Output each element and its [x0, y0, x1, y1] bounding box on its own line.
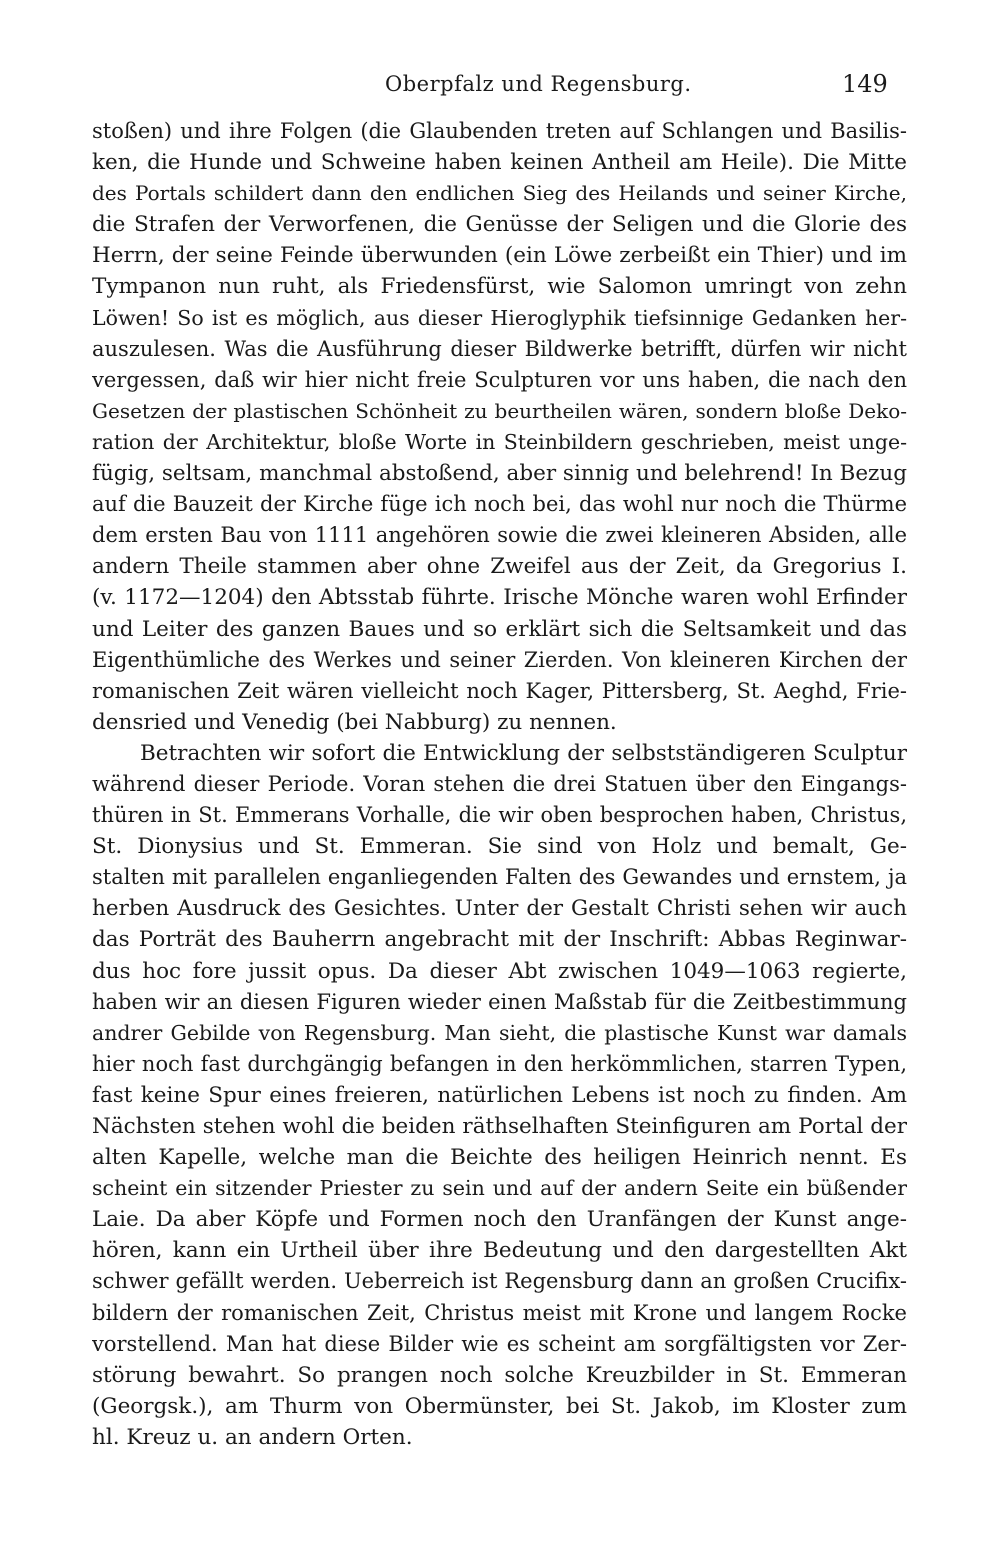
- text-line: romanischen Zeit wären vielleicht noch Kager, Pittersberg, St. Aeghd, Frie-: [92, 678, 907, 703]
- text-line: alten Kapelle, welche man die Beichte des heiligen Heinrich nennt. Es: [92, 1145, 907, 1171]
- text-line: vergessen, daß wir hier nicht freie Sculpturen vor uns haben, die nach den: [92, 367, 907, 392]
- text-line: auszulesen. Was die Ausführung dieser Bildwerke betrifft, dürfen wir nicht: [92, 336, 907, 361]
- text-line: scheint ein sitzender Priester zu sein und auf der andern Seite ein büßender: [92, 1176, 907, 1201]
- text-line: vorstellend. Man hat diese Bilder wie es scheint am sorgfältigsten vor Zer-: [92, 1331, 907, 1356]
- text-line: andrer Gebilde von Regensburg. Man sieht, die plastische Kunst war damals: [92, 1020, 907, 1045]
- text-line: stalten mit parallelen enganliegenden Falten des Gewandes und ernstem, ja: [92, 865, 907, 890]
- text-line: St. Dionysius und St. Emmeran. Sie sind von Holz und bemalt, Ge-: [92, 834, 907, 860]
- text-line: Eigenthümliche des Werkes und seiner Zierden. Von kleineren Kirchen der: [92, 647, 907, 672]
- running-title: Oberpfalz und Regensburg.: [385, 72, 692, 96]
- text-line: haben wir an diesen Figuren wieder einen Maßstab für die Zeitbestimmung: [92, 989, 907, 1014]
- text-line: herben Ausdruck des Gesichtes. Unter der Gestalt Christi sehen wir auch: [92, 896, 907, 922]
- text-line: fast keine Spur eines freieren, natürlichen Lebens ist noch zu finden. Am: [92, 1082, 907, 1108]
- text-line: bildern der romanischen Zeit, Christus meist mit Krone und langem Rocke: [92, 1300, 907, 1325]
- text-line: ken, die Hunde und Schweine haben keinen Antheil am Heile). Die Mitte: [92, 150, 907, 176]
- text-line: Laie. Da aber Köpfe und Formen noch den Uranfängen der Kunst ange-: [92, 1207, 907, 1233]
- text-line: stoßen) und ihre Folgen (die Glaubenden treten auf Schlangen und Basilis-: [92, 119, 907, 143]
- text-line: Nächsten stehen wohl die beiden räthselhaften Steinfiguren am Portal der: [92, 1114, 907, 1139]
- text-line: hier noch fast durchgängig befangen in den herkömmlichen, starren Typen,: [92, 1051, 907, 1076]
- text-line: andern Theile stammen aber ohne Zweifel aus der Zeit, da Gregorius I.: [92, 554, 907, 580]
- text-line: hören, kann ein Urtheil über ihre Bedeutung und den dargestellten Akt: [92, 1238, 907, 1264]
- text-line: hl. Kreuz u. an andern Orten.: [92, 1424, 413, 1450]
- text-line: Tympanon nun ruht, als Friedensfürst, wie Salomon umringt von zehn: [92, 274, 907, 300]
- text-line: (v. 1172—1204) den Abtsstab führte. Irische Mönche waren wohl Erfinder: [92, 585, 907, 611]
- text-line: Löwen! So ist es möglich, aus dieser Hieroglyphik tiefsinnige Gedanken her-: [92, 305, 907, 330]
- text-line: Gesetzen der plastischen Schönheit zu beurtheilen wären, sondern bloße Deko-: [92, 398, 907, 423]
- text-line: und Leiter des ganzen Baues und so erklärt sich die Seltsamkeit und das: [92, 616, 907, 642]
- text-line: die Strafen der Verworfenen, die Genüsse der Seligen und die Glorie des: [92, 212, 907, 238]
- text-line: ration der Architektur, bloße Worte in Steinbildern geschrieben, meist unge-: [92, 429, 907, 454]
- text-line: schwer gefällt werden. Ueberreich ist Regensburg dann an großen Crucifix-: [92, 1269, 907, 1294]
- body-text: [92, 116, 907, 1453]
- text-line: des Portals schildert dann den endlichen Sieg des Heilands und seiner Kirche,: [92, 181, 907, 206]
- text-line: dem ersten Bau von 1111 angehören sowie die zwei kleineren Absiden, alle: [92, 523, 907, 548]
- text-line: thüren in St. Emmerans Vorhalle, die wir oben besprochen haben, Christus,: [92, 803, 907, 828]
- text-line: Herrn, der seine Feinde überwunden (ein Löwe zerbeißt ein Thier) und im: [92, 243, 907, 269]
- text-line: das Porträt des Bauherrn angebracht mit der Inschrift: Abbas Reginwar-: [92, 927, 907, 953]
- text-line: störung bewahrt. So prangen noch solche Kreuzbilder in St. Emmeran: [92, 1362, 907, 1388]
- text-line: (Georgsk.), am Thurm von Obermünster, bei St. Jakob, im Kloster zum: [92, 1393, 907, 1419]
- running-header: [0, 72, 1000, 106]
- text-line: auf die Bauzeit der Kirche füge ich noch bei, das wohl nur noch die Thürme: [92, 492, 907, 517]
- text-line: Betrachten wir sofort die Entwicklung der selbstständigeren Sculptur: [140, 740, 907, 766]
- text-line: während dieser Periode. Voran stehen die drei Statuen über den Eingangs-: [92, 771, 907, 796]
- text-line: fügig, seltsam, manchmal abstoßend, aber sinnig und belehrend! In Bezug: [92, 461, 907, 487]
- paragraph: [92, 116, 907, 738]
- text-line: densried und Venedig (bei Nabburg) zu nennen.: [92, 709, 617, 735]
- page-number: 149: [842, 70, 888, 98]
- paragraph: [92, 738, 907, 1453]
- text-line: dus hoc fore jussit opus. Da dieser Abt zwischen 1049—1063 regierte,: [92, 958, 907, 984]
